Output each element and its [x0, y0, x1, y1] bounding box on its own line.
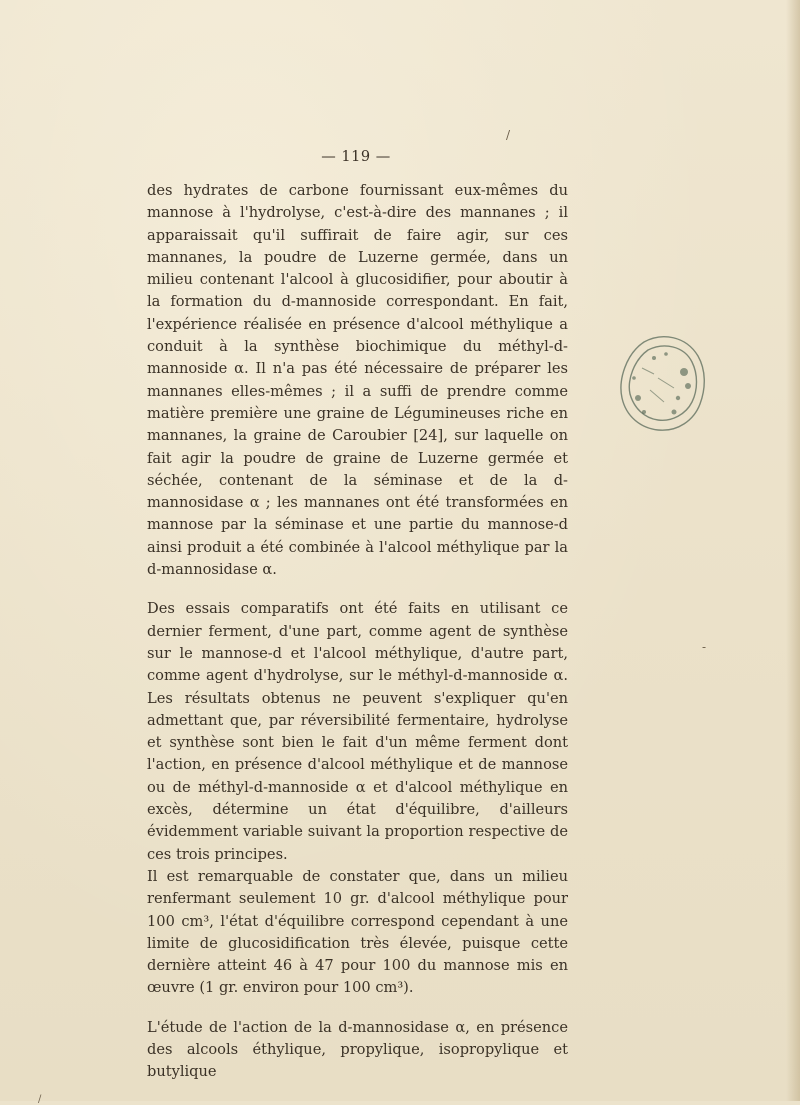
margin-dot: -	[702, 640, 707, 654]
page-edge-shadow	[786, 0, 800, 1101]
paragraph-3: Il est remarquable de constater que, dans un milieu renfermant seulement 10 gr. d'alcool méthylique pour 100 cm³, l'état d'équilibre correspond cependant à une limite de glucosidification très élevée, puisque cette dernière atteint 46 à 47 pour 100 du mannose mis en œuvre (1 gr. environ pour 100 cm³).	[147, 867, 568, 997]
paragraph-1: des hydrates de carbone fournissant eux-mêmes du mannose à l'hydrolyse, c'est-à-dire des mannanes ; il apparaissait qu'il suffirait de faire agir, sur ces mannanes, la poudre de Luzerne germée, dans un milieu contenant l'alcool à glucosidifier, pour aboutir à la formation du d-mannoside correspondant. En fait, l'expérience réalisée en présence d'alcool méthylique a conduit à la synthèse biochimique du méthyl-d-mannoside α. Il n'a pas été nécessaire de préparer les mannanes elles-mêmes ; il a suffi de prendre comme matière première une graine de Légumineuses riche en mannanes, la graine de Caroubier [24], sur laquelle on fait agir la poudre de graine de Luzerne germée et séchée, contenant de la séminase et de la d-mannosidase α ; les mannanes ont été transformées en mannose par la séminase et une partie du mannose-d ainsi produit a été combinée à l'alcool méthylique par la d-mannosidase α.	[147, 182, 568, 579]
body-text	[147, 180, 568, 1084]
pencil-mark: /	[506, 128, 511, 142]
margin-tick: /	[38, 1094, 42, 1105]
page-number: — 119 —	[321, 149, 391, 165]
library-stamp-icon	[614, 328, 708, 440]
paragraph-2: Des essais comparatifs ont été faits en utilisant ce dernier ferment, d'une part, comme agent de synthèse sur le mannose-d et l'alcool méthylique, d'autre part, comme agent d'hydrolyse, sur le méthyl-d-mannoside α. Les résultats obtenus ne peuvent s'expliquer qu'en admettant que, par réversibilité fermentaire, hydrolyse et synthèse sont bien le fait d'un même ferment dont l'action, en présence d'alcool méthylique et de mannose ou de méthyl-d-mannoside α et d'alcool méthylique en excès, détermine un état d'équilibre, d'ailleurs évidemment variable suivant la proportion respective de ces trois principes.	[147, 600, 568, 863]
paragraph-4: L'étude de l'action de la d-mannosidase α, en présence des alcools éthylique, propylique, isopropylique et butylique	[147, 1018, 568, 1081]
